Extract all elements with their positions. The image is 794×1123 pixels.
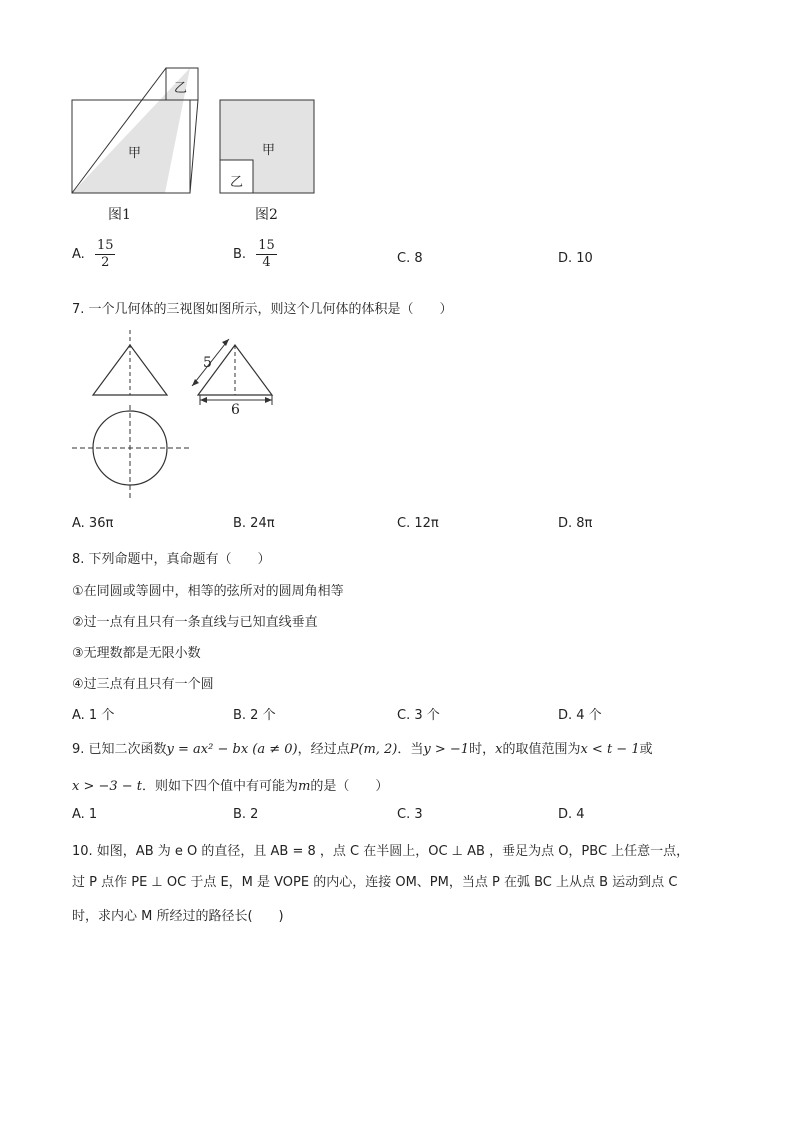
q9-text-3: ．当 (397, 742, 424, 757)
q6-a-denominator: 2 (101, 255, 110, 270)
q9-option-d[interactable]: D. 4 (558, 807, 585, 822)
q7-slant-arrow-bottom (192, 379, 199, 386)
q6-b-numerator: 15 (258, 238, 275, 253)
q7-option-a[interactable]: A. 36π (72, 516, 114, 531)
q9-option-c[interactable]: C. 3 (397, 807, 423, 822)
fig1-caption: 图1 (108, 207, 131, 223)
q7-question: 7. 一个几何体的三视图如图所示，则这个几何体的体积是（ ） (72, 302, 453, 317)
q7-base-label: 6 (231, 402, 240, 418)
q7-option-d[interactable]: D. 8π (558, 516, 593, 531)
fig2-label-small: 乙 (230, 175, 244, 190)
fig2-caption: 图2 (255, 207, 278, 223)
q6-option-b-letter: B. (233, 247, 247, 262)
fig2-label-big: 甲 (262, 143, 276, 158)
fig1-label-small: 乙 (174, 81, 188, 96)
q9-option-a[interactable]: A. 1 (72, 807, 98, 822)
q9-point: P(m, 2) (349, 742, 398, 757)
q8-question: 8. 下列命题中，真命题有（ ） (72, 552, 271, 567)
q6-option-c[interactable]: C. 8 (397, 251, 423, 266)
q9-line-1 (72, 738, 653, 757)
q8-statement-1: ①在同圆或等圆中，相等的弦所对的圆周角相等 (72, 584, 344, 599)
q9-text-2: ，经过点 (297, 742, 350, 757)
q9-text-7: ．则如下四个值中有可能为 (142, 779, 299, 794)
q6-a-numerator: 15 (96, 238, 114, 253)
q7-slant-arrow-top (222, 339, 229, 346)
fig1-label-big: 甲 (128, 146, 142, 161)
q9-text-5: 的取值范围为 (502, 742, 581, 757)
q9-text-4: 时， (469, 742, 496, 757)
q8-option-c[interactable]: C. 3 个 (397, 708, 440, 723)
q9-var-m: m (298, 779, 311, 794)
q6-b-denominator: 4 (262, 255, 271, 270)
q7-slant-label: 5 (203, 355, 212, 371)
q7-base-arrow-right (265, 397, 272, 403)
q7-three-views (0, 0, 794, 520)
q9-line-2 (72, 775, 388, 794)
q10-line-2: 过 P 点作 PE ⊥ OC 于点 E，M 是 VOPE 的内心，连接 OM、PM，当点 P 在弧 BC 上从点 B 运动到点 C (72, 875, 678, 890)
q8-option-d[interactable]: D. 4 个 (558, 708, 602, 723)
q7-option-c[interactable]: C. 12π (397, 516, 439, 531)
q6-option-a-letter: A. (72, 247, 85, 262)
q8-statement-2: ②过一点有且只有一条直线与已知直线垂直 (72, 615, 318, 630)
q9-function: y = ax² − bx (a ≠ 0) (166, 742, 298, 757)
q6-option-d[interactable]: D. 10 (558, 251, 593, 266)
q8-statement-3: ③无理数都是无限小数 (72, 646, 201, 661)
q9-condition: y > −1 (423, 742, 470, 757)
q8-statement-4: ④过三点有且只有一个圆 (72, 677, 214, 692)
q9-text-8: 的是（ ） (310, 779, 389, 794)
q8-option-a[interactable]: A. 1 个 (72, 708, 115, 723)
q7-option-b[interactable]: B. 24π (233, 516, 275, 531)
q9-var-x: x (495, 742, 503, 757)
q9-range-1: x < t − 1 (580, 742, 640, 757)
q10-line-3: 时，求内心 M 所经过的路径长( ) (72, 909, 284, 924)
q7-base-arrow-left (200, 397, 207, 403)
q10-line-1: 10. 如图，AB 为 e O 的直径，且 AB = 8 ，点 C 在半圆上，OC ⊥ AB ，垂足为点 O，PBC 上任意一点， (72, 844, 690, 859)
q9-text-1: 9. 已知二次函数 (72, 742, 167, 757)
q9-text-6: 或 (639, 742, 653, 757)
q9-range-2: x > −3 − t (72, 779, 143, 794)
q9-option-b[interactable]: B. 2 (233, 807, 259, 822)
q8-option-b[interactable]: B. 2 个 (233, 708, 276, 723)
